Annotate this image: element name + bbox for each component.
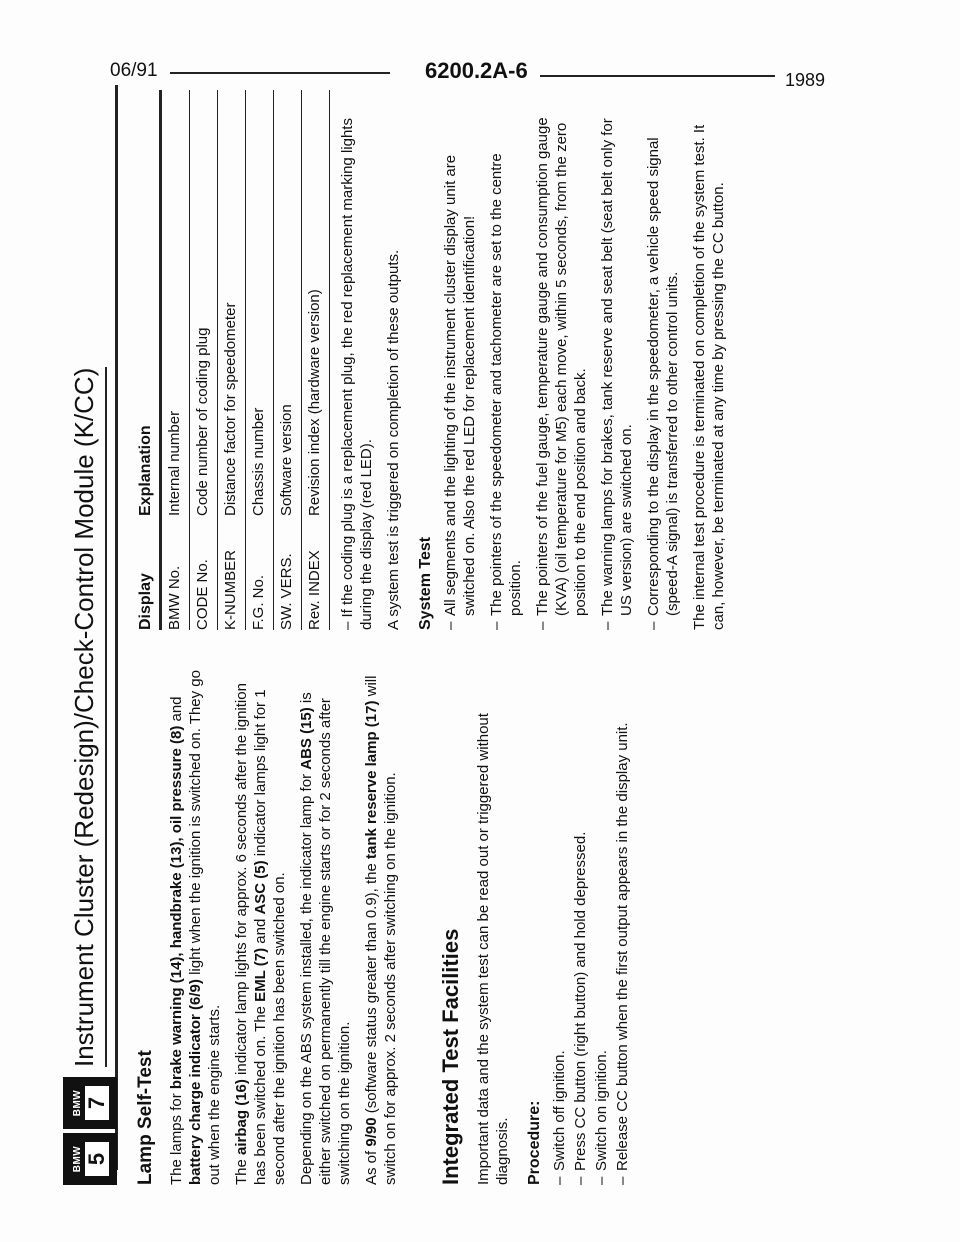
procedure-step: – Switch off ignition.: [550, 655, 569, 1185]
badge-brand: BMW: [71, 1145, 83, 1173]
text: The: [233, 1154, 250, 1185]
badge-series: 7: [85, 1086, 109, 1120]
header-year: 1989: [785, 70, 826, 90]
left-column: [135, 655, 638, 1185]
text: will switch on for approx. 2 seconds after switching on the ignition.: [363, 675, 399, 1185]
emphasis: ABS (15): [298, 707, 315, 770]
display-cell: BMW No.: [161, 516, 190, 630]
system-test-item: – Corresponding to the display in the speedometer, a vehicle speed signal (speed-A signal) is transferred to other control units.: [644, 105, 682, 630]
text: and: [168, 696, 185, 726]
header-doc-number: 6200.2A-6: [425, 58, 528, 83]
emphasis: 9/90: [363, 1117, 380, 1147]
text: indicator lamp lights for approx. 6 seconds after the ignition has been switched on. The: [233, 683, 269, 1185]
explanation-cell: Chassis number: [246, 90, 274, 516]
procedure-step: – Press CC button (right button) and hold depressed.: [571, 655, 590, 1185]
model-badges: [63, 1077, 117, 1185]
emphasis: brake warning (14), handbrake (13), oil pressure (8): [168, 725, 185, 1090]
badge-series: 5: [85, 1142, 109, 1176]
table-row: [274, 90, 302, 630]
display-cell: F.G. No.: [246, 516, 274, 630]
text: indicator lamps light for 1 second after the ignition has been switched on.: [252, 689, 288, 1185]
explanation-cell: Distance factor for speedometer: [218, 90, 246, 516]
system-test-item: – All segments and the lighting of the instrument cluster display unit are switched on. Also the red LED for replacement identification!: [441, 105, 479, 630]
title-rule: [105, 367, 107, 1067]
explanation-cell: Software version: [274, 90, 302, 516]
system-test-list: [441, 105, 682, 630]
emphasis: battery charge indicator (6/9): [187, 979, 204, 1185]
integrated-test-heading: Integrated Test Facilities: [438, 928, 463, 1185]
emphasis: EML (7): [252, 947, 269, 1002]
lamp-paragraph-1: [167, 655, 224, 1185]
lamp-paragraph-2: [232, 655, 289, 1185]
system-test-item: – The pointers of the fuel gauge, temperature gauge and consumption gauge (KVA) (oil temperature for M5) each move, within 5 seconds, from the zero position to the end position and back.: [533, 105, 590, 630]
integrated-intro: Important data and the system test can be read out or triggered without diagnosis.: [475, 713, 511, 1185]
header-date: 06/91: [110, 60, 158, 81]
procedure-step: – Switch on ignition.: [592, 655, 611, 1185]
table-row: [218, 90, 246, 630]
text: is either switched on permanently till the engine starts or for 2 seconds after switching on the ignition.: [298, 692, 353, 1185]
table-row: [190, 90, 218, 630]
text: The lamps for: [168, 1089, 185, 1185]
text: Depending on the ABS system installed, the indicator lamp for: [298, 769, 315, 1185]
display-cell: K-NUMBER: [218, 516, 246, 630]
display-cell: Rev. INDEX: [302, 516, 330, 630]
header-rule-left: [170, 72, 390, 74]
table-row: [246, 90, 274, 630]
text: light when the ignition is switched on. They go out when the engine starts.: [187, 670, 223, 1185]
text: As of: [363, 1146, 380, 1185]
rotated-content: [55, 105, 775, 1185]
table-row: [161, 90, 190, 630]
explanation-cell: Revision index (hardware version): [302, 90, 330, 516]
spacer: [408, 655, 438, 1185]
bmw-badge-5: [63, 1133, 117, 1185]
display-cell: SW. VERS.: [274, 516, 302, 630]
column-header-display: Display: [135, 516, 161, 630]
right-column: [135, 105, 736, 630]
system-test-item: – The pointers of the speedometer and tachometer are set to the centre position.: [487, 105, 525, 630]
system-test-heading: System Test: [417, 536, 434, 630]
system-test-closing: The internal test procedure is terminated on completion of the system test. It can, however, be terminated at any time by pressing the CC button.: [691, 124, 727, 630]
explanation-cell: Code number of coding plug: [190, 90, 218, 516]
column-header-explanation: Explanation: [135, 90, 161, 516]
emphasis: tank reserve lamp (17): [363, 700, 380, 859]
text: (software status greater than 0.9), the: [363, 858, 380, 1118]
lamp-self-test-heading: Lamp Self-Test: [135, 1050, 156, 1185]
system-test-trigger-note: A system test is triggered on completion of these outputs.: [385, 249, 402, 630]
table-row: [302, 90, 330, 630]
display-cell: CODE No.: [190, 516, 218, 630]
header-rule-right: [540, 75, 775, 77]
display-table: [135, 90, 330, 630]
explanation-cell: Internal number: [161, 90, 190, 516]
procedure-heading: Procedure:: [526, 1100, 543, 1185]
coding-plug-note: – If the coding plug is a replacement plug, the red replacement marking lights during the display (red LED).: [339, 118, 375, 630]
badge-brand: BMW: [71, 1089, 83, 1117]
system-test-item: – The warning lamps for brakes, tank reserve and seat belt (seat belt only for US version) are switched on.: [598, 105, 636, 630]
procedure-list: [550, 655, 632, 1185]
table-header-row: [135, 90, 161, 630]
lamp-paragraph-3: [297, 655, 354, 1185]
procedure-step: – Release CC button when the first output appears in the display unit.: [613, 655, 632, 1185]
lamp-paragraph-4: [362, 655, 400, 1185]
page-title: Instrument Cluster (Redesign)/Check-Control Module (K/CC): [69, 367, 99, 1067]
emphasis: ASC (5): [252, 860, 269, 915]
emphasis: airbag (16): [233, 1079, 250, 1155]
text: and: [252, 914, 269, 948]
bmw-badge-7: [63, 1077, 117, 1129]
